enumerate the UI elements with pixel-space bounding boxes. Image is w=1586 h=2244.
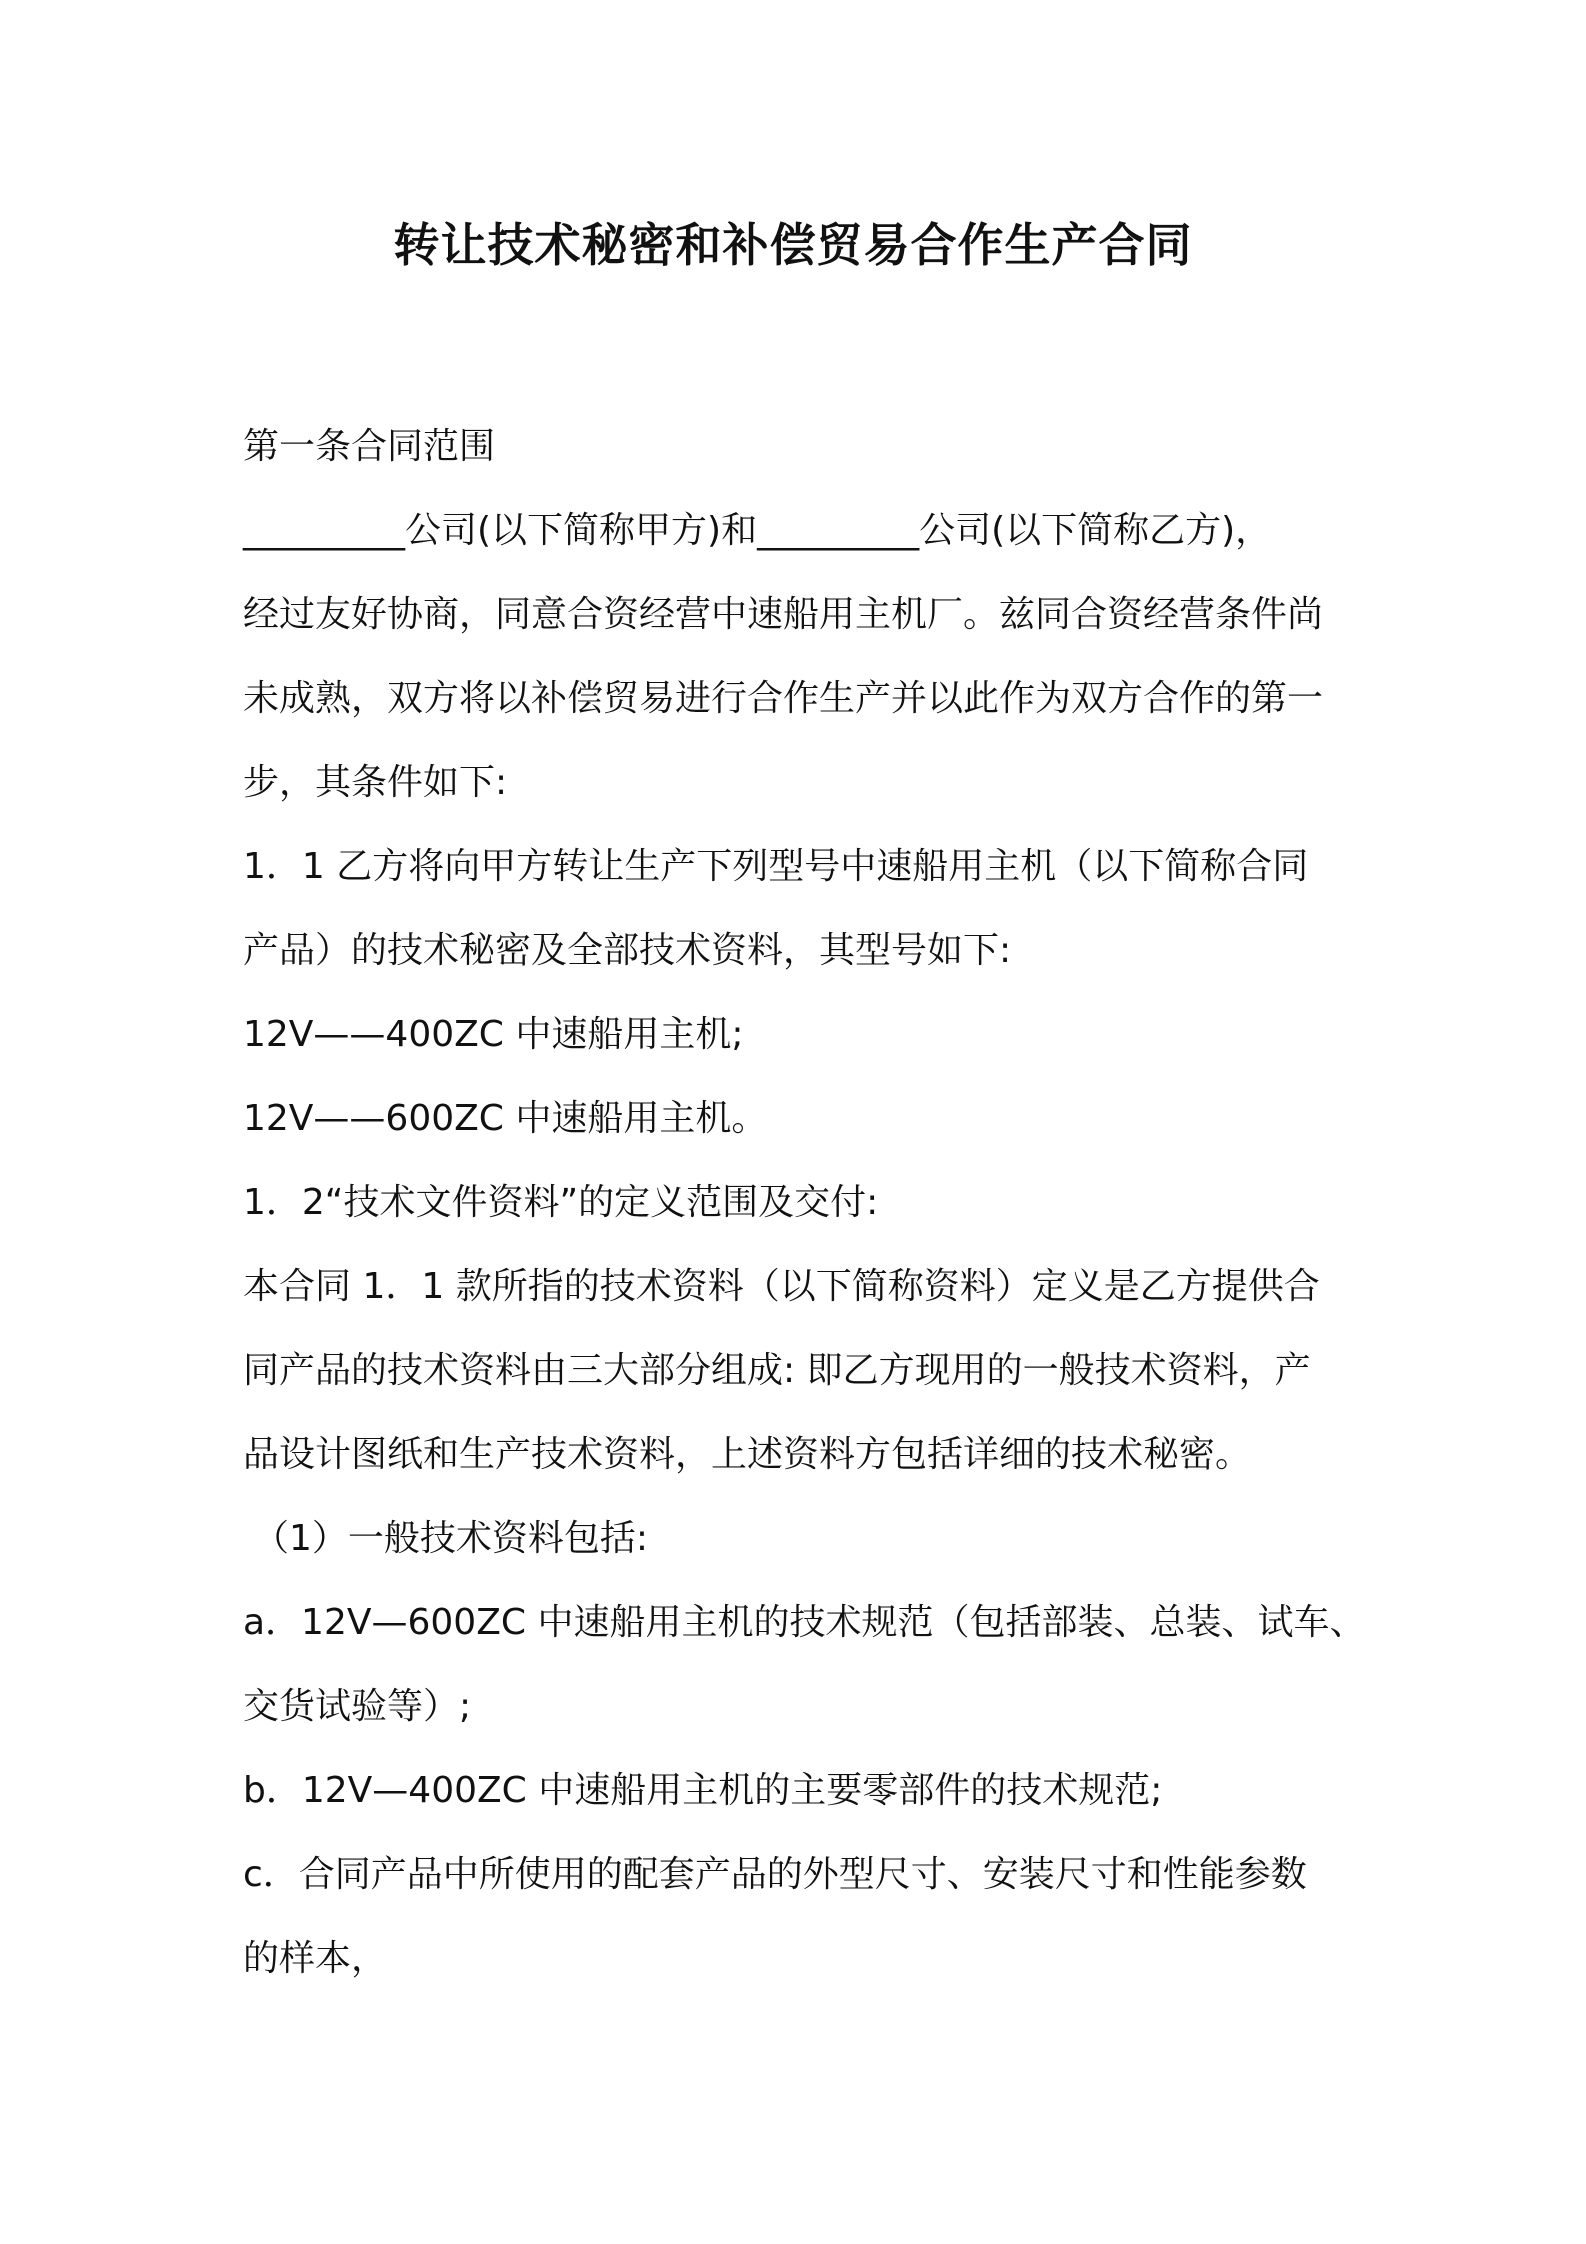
list-item-line: 交货试验等）;	[243, 1686, 472, 1727]
clause-line: 产品）的技术秘密及全部技术资料，其型号如下:	[243, 930, 1012, 971]
paragraph-line: 未成熟，双方将以补偿贸易进行合作生产并以此作为双方合作的第一	[243, 678, 1324, 719]
paragraph-line: 经过友好协商，同意合资经营中速船用主机厂。兹同合资经营条件尚	[243, 594, 1324, 635]
list-item-line: 的样本，	[243, 1938, 388, 1979]
paragraph-line: 步，其条件如下:	[243, 762, 508, 803]
list-item-line: a．12V—600ZC 中速船用主机的技术规范（包括部装、总装、试车、	[243, 1602, 1366, 1643]
clause-line: 1．1 乙方将向甲方转让生产下列型号中速船用主机（以下简称合同	[243, 846, 1309, 887]
list-item-line: c．合同产品中所使用的配套产品的外型尺寸、安装尺寸和性能参数	[243, 1854, 1307, 1895]
document-body	[243, 405, 1366, 2001]
paragraph-line: _________公司(以下简称甲方)和_________公司(以下简称乙方)，	[243, 510, 1272, 551]
document-title: 转让技术秘密和补偿贸易合作生产合同	[393, 218, 1193, 272]
section-heading: 第一条合同范围	[243, 426, 496, 467]
list-item-line: b．12V—400ZC 中速船用主机的主要零部件的技术规范;	[243, 1770, 1163, 1811]
model-line: 12V——400ZC 中速船用主机;	[243, 1014, 744, 1055]
subsection-line: （1）一般技术资料包括:	[253, 1518, 649, 1559]
paragraph-line: 本合同 1．1 款所指的技术资料（以下简称资料）定义是乙方提供合	[243, 1266, 1320, 1307]
clause-line: 1．2“技术文件资料”的定义范围及交付:	[243, 1182, 879, 1223]
model-line: 12V——600ZC 中速船用主机。	[243, 1098, 768, 1139]
paragraph-line: 品设计图纸和生产技术资料，上述资料方包括详细的技术秘密。	[243, 1434, 1252, 1475]
paragraph-line: 同产品的技术资料由三大部分组成: 即乙方现用的一般技术资料，产	[243, 1350, 1311, 1391]
